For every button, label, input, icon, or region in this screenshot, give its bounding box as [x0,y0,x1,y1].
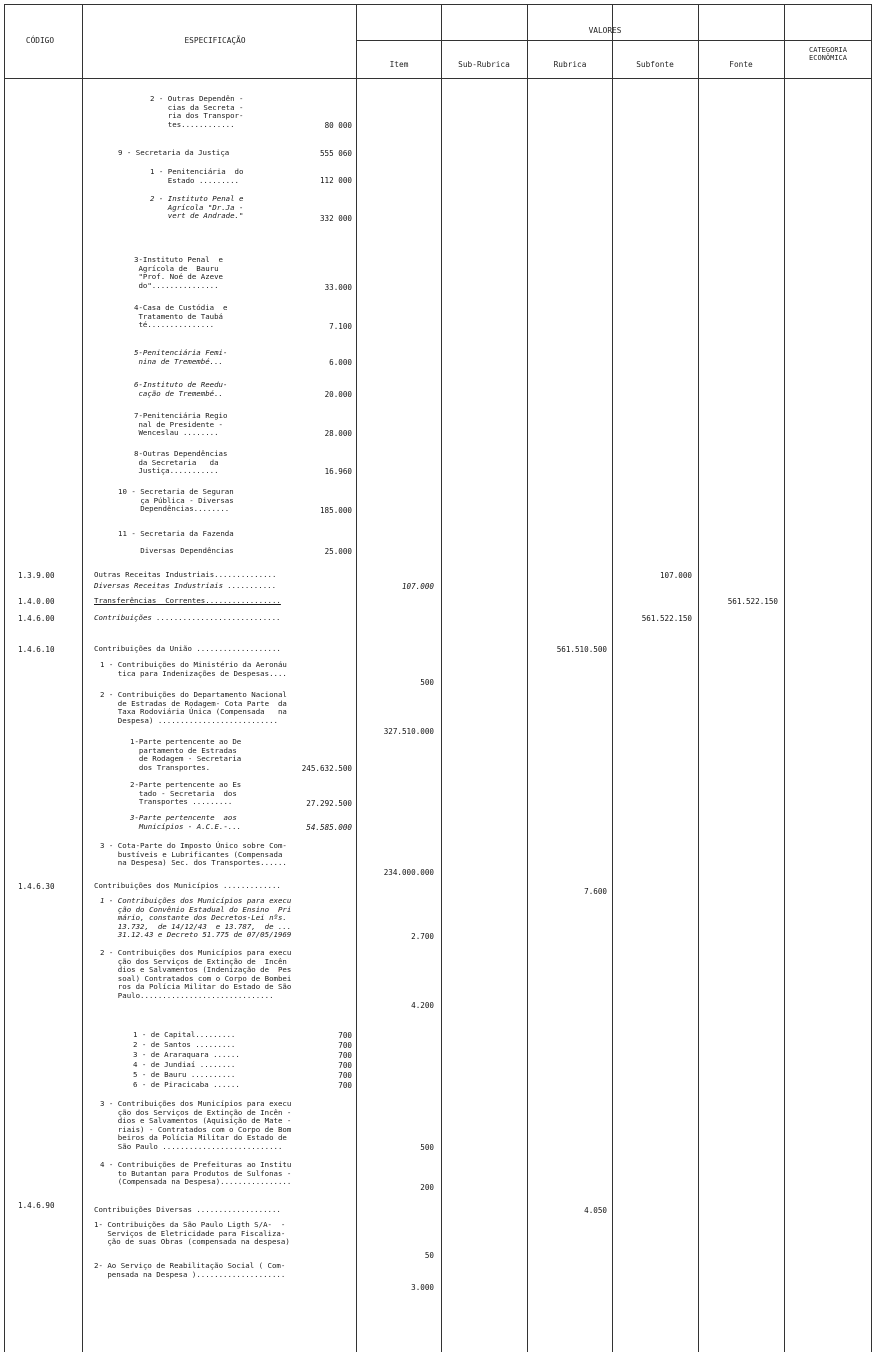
row-inner-value: 555 060 [319,149,352,158]
item-value: 50 [424,1251,434,1260]
row-text: 2 - Outras Dependên - cias da Secreta - ria dos Transpor- tes............ [150,94,244,129]
municipio-text: 3 - Contribuições dos Municípios para execu ção dos Serviços de Extinção de Incên - dios e Salvamentos (Aquisição de Mate - riais) - Contratados com o Corpo de Bom beiros da Polícia Militar do Estado de São Paulo ........................... [100,1099,292,1151]
header-top-line [4,4,871,5]
col-line-left [4,4,5,1352]
item-value: 200 [420,1183,434,1192]
account-code: 1.4.6.90 [18,1201,55,1210]
col-line-right [871,4,872,1352]
item-value: 500 [420,678,434,687]
item-value: 2.700 [411,932,434,941]
row-inner-value: 7.100 [329,322,352,331]
uniao-text: 3 - Cota-Parte do Imposto Único sobre Com- bustíveis e Lubrificantes (Compensada na Despesa) Sec. dos Transportes...... [100,841,287,868]
row-inner-value: 112 000 [319,176,352,185]
uniao-text: 2-Parte pertencente ao Es tado - Secretaria dos Transportes ......... [130,780,242,807]
header-rubrica: Rubrica [553,60,587,69]
city-value: 700 [338,1041,352,1050]
item-value: 3.000 [411,1283,434,1292]
uniao-text: 3-Parte pertencente aos Municípios - A.C.E.-... [130,813,242,831]
subfonte-value: 561.522.150 [641,614,692,623]
account-code: 1.3.9.00 [18,571,55,580]
row-text: 4-Casa de Custódia e Tratamento de Taubá té............... [134,303,228,330]
account-code: 1.4.6.10 [18,645,55,654]
row-inner-value: 28.000 [324,429,352,438]
city-value: 700 [338,1081,352,1090]
city-value: 700 [338,1031,352,1040]
rubrica-value: 4.050 [584,1206,607,1215]
uniao-text: 2 - Contribuições do Departamento Nacional de Estradas de Rodagem- Cota Parte da Taxa Rodoviária Única (Compensada na Despesa) ........................... [100,690,287,725]
account-text: Contribuições Diversas ................... [94,1205,281,1214]
account-text: Outras Receitas Industriais.............. [94,570,277,579]
account-text: Contribuições da União ................... [94,644,281,653]
header-subfonte: Subfonte [636,60,674,69]
row-text: 7-Penitenciária Regio nal de Presidente - Wenceslau ........ [134,411,228,438]
uniao-text: 1 - Contribuições do Ministério da Aeronáu tica para Indenizações de Despesas.... [100,660,287,678]
row-text: 5-Penitenciária Femi- nina de Tremembé... [134,348,228,366]
header-categoria: CATEGORIA ECONÔMICA [809,46,847,62]
row-text: 9 - Secretaria da Justiça [118,148,230,157]
fonte-value: 561.522.150 [727,597,778,606]
account-code: 1.4.6.30 [18,882,55,891]
subfonte-value: 107.000 [659,571,692,580]
header-codigo: CÓDIGO [25,36,55,45]
row-inner-value: 33.000 [324,283,352,292]
header-bottom-line [4,78,871,79]
inner-value: 54.585.000 [306,823,352,832]
row-text: 10 - Secretaria de Seguran ça Pública - Diversas Dependências........ [118,487,234,514]
city-value: 700 [338,1051,352,1060]
account-code: 1.4.0.00 [18,597,55,606]
rubrica-value: 561.510.500 [556,645,607,654]
item-value: 4.200 [411,1001,434,1010]
col-line-fonte [784,4,785,1352]
row-text: 6-Instituto de Reedu- cação de Tremembé.. [134,380,228,398]
col-line-rubrica [612,4,613,1352]
header-especificacao: ESPECIFICAÇÃO [184,36,246,45]
row-inner-value: 25.000 [324,547,352,556]
row-inner-value: 20.000 [324,390,352,399]
account-text: Contribuições dos Municípios ............. [94,881,281,890]
header-sub-rubrica: Sub-Rubrica [458,60,510,69]
col-line-item [441,4,442,1352]
row-inner-value: 6.000 [329,358,352,367]
account-code: 1.4.6.00 [18,614,55,623]
city-label: 5 - de Bauru .......... [133,1070,236,1079]
uniao-text: 1-Parte pertencente ao De partamento de Estradas de Rodagem - Secretaria dos Transportes. [130,737,242,772]
item-value: 500 [420,1143,434,1152]
municipio-text: 2 - Contribuições dos Municípios para execu ção dos Serviços de Extinção de Incên dios e Salvamentos (Indenização de Pes soal) Contratados com o Corpo de Bombei ros da Polícia Militar do Estado de São Paulo.............................. [100,948,292,1000]
valores-line [356,40,871,41]
municipio-text: 1 - Contribuições dos Municípios para execu ção do Convênio Estadual do Ensino Pri mário, constante dos Decretos-Lei nºs. 13.732, de 14/12/43 e 13.787, de ... 31.12.43 e Decreto 51.775 de 07/05/1969 [100,896,292,940]
col-line-subfonte [698,4,699,1352]
col-line-subrubrica [527,4,528,1352]
diversas-text: 1- Contribuições da São Paulo Ligth S/A- - Serviços de Eletricidade para Fiscaliza- ção de suas Obras (compensada na despesa) [94,1220,290,1247]
account-text: Diversas Receitas Industriais ........... [94,581,277,590]
row-text: 2 - Instituto Penal e Agrícola "Dr.Ja - vert de Andrade." [150,194,244,221]
item-value: 327.510.000 [383,727,434,736]
header-valores: VALORES [588,26,622,35]
header-item: Item [389,60,409,69]
inner-value: 245.632.500 [301,764,352,773]
row-inner-value: 16.960 [324,467,352,476]
row-text: 3-Instituto Penal e Agrícola de Bauru "Prof. Noé de Azeve do"............... [134,255,223,290]
row-inner-value: 185.000 [319,506,352,515]
account-text: Transferências Correntes................. [94,596,281,605]
item-value: 234.000.000 [383,868,434,877]
city-label: 2 - de Santos ......... [133,1040,236,1049]
row-inner-value: 80 000 [324,121,352,130]
city-label: 3 - de Araraquara ...... [133,1050,240,1059]
col-line-codigo [82,4,83,1352]
city-label: 6 - de Piracicaba ...... [133,1080,240,1089]
row-inner-value: 332 000 [319,214,352,223]
diversas-text: 2- Ao Serviço de Reabilitação Social ( Com- pensada na Despesa ).................... [94,1261,286,1279]
rubrica-value: 7.600 [584,887,607,896]
inner-value: 27.292.500 [306,799,352,808]
row-text: 11 - Secretaria da Fazenda Diversas Dependências [118,529,234,556]
city-value: 700 [338,1071,352,1080]
account-text: Contribuições ............................ [94,613,281,622]
item-value: 107.000 [401,582,434,591]
municipio-text: 4 - Contribuições de Prefeituras ao Institu to Butantan para Produtos de Sulfonas - (Compensada na Despesa)................ [100,1160,292,1187]
header-fonte: Fonte [729,60,753,69]
row-text: 1 - Penitenciária do Estado ......... [150,167,244,185]
city-label: 4 - de Jundiaí ........ [133,1060,236,1069]
city-value: 700 [338,1061,352,1070]
row-text: 8-Outras Dependências da Secretaria da Justiça........... [134,449,228,476]
city-label: 1 - de Capital......... [133,1030,236,1039]
